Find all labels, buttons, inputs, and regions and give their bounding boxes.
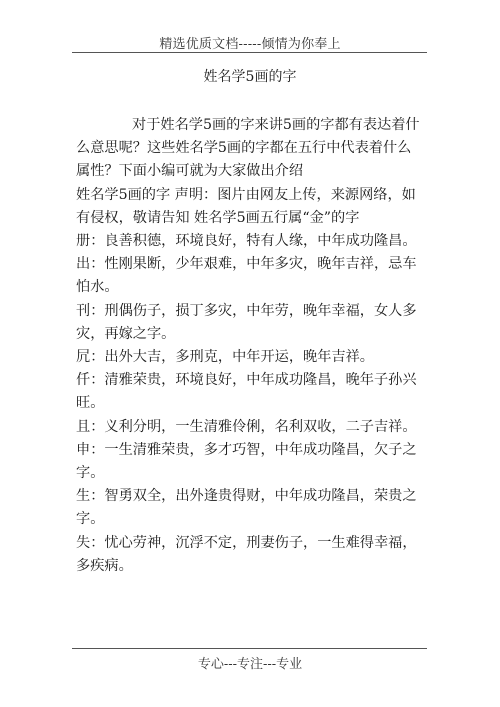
entry-paragraph: 生：智勇双全，出外逢贵得财，中年成功隆昌，荣贵之字。 [76,488,417,528]
entry-paragraph: 凥：出外大吉，多刑克，中年开运，晚年吉祥。 [76,349,374,366]
page-header: 精选优质文档-----倾情为你奉上 [159,37,341,52]
intro-paragraph: 对于姓名学5画的字来讲5画的字都有表达着什么意思呢？这些姓名学5画的字都在五行中代表着什么属性？下面小编可就为大家做出介绍 [76,117,420,180]
header-divider [72,52,427,53]
page-footer: 专心---专注---专业 [197,657,303,672]
entry-paragraph: 申：一生清雅荣贵，多才巧智，中年成功隆昌，欠子之字。 [76,441,417,482]
statement-paragraph: 姓名学5画的字 声明：图片由网友上传，来源网络，如有侵权，敬请告知 姓名学5画五行属“金”的字 [76,186,416,226]
footer-divider [72,648,427,649]
entry-paragraph: 出：性刚果断，少年艰难，中年多灾，晚年吉祥，忌车怕水。 [76,256,417,296]
entry-paragraph: 刊：刑偶伤子，损丁多灾，中年劳，晚年幸福，女人多灾，再嫁之字。 [76,302,417,342]
entry-paragraph: 册：良善积德，环境良好，特有人缘，中年成功隆昌。 [76,233,417,250]
document-body [76,114,421,578]
entry-paragraph: 失：忧心劳神，沉浮不定，刑妻伤子，一生难得幸福，多疾病。 [76,534,417,574]
document-title: 姓名学5画的字 [203,69,297,85]
entry-paragraph: 且：义利分明，一生清雅伶俐，名利双收，二子吉祥。 [76,418,417,435]
entry-paragraph: 仟：清雅荣贵，环境良好，中年成功隆昌，晚年子孙兴旺。 [76,372,417,412]
